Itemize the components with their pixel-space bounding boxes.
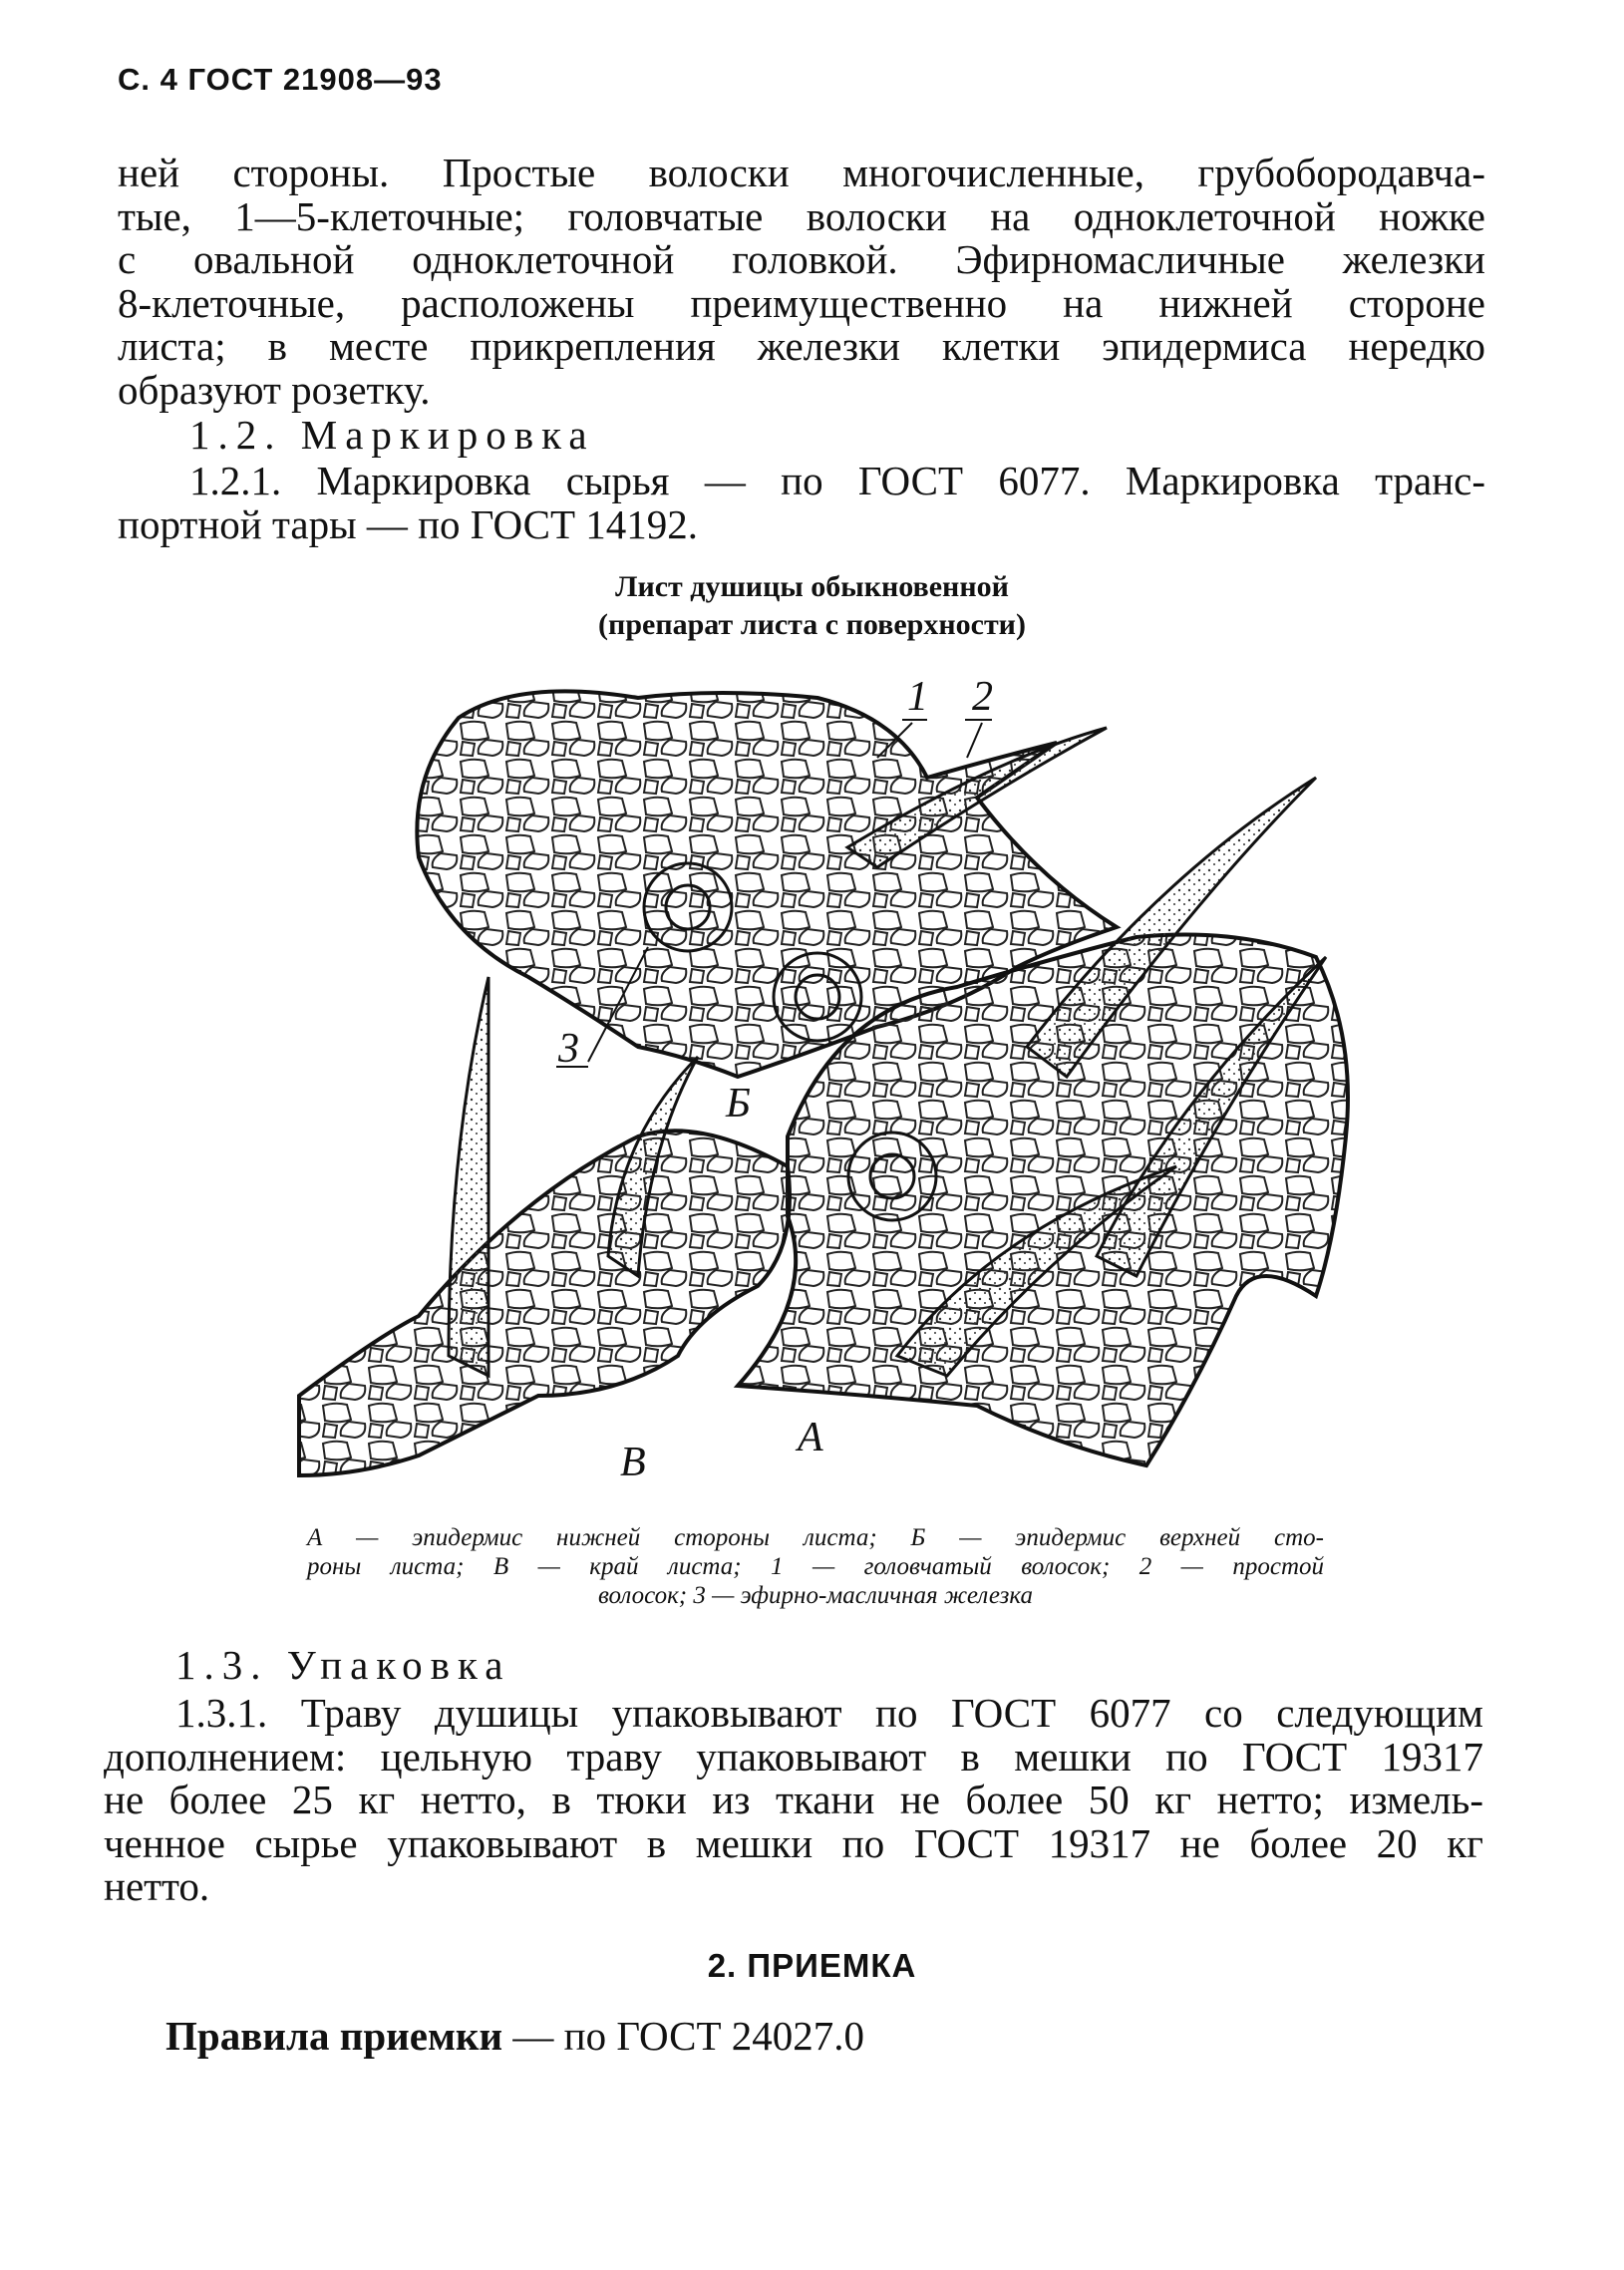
section-2-title: 2. ПРИЕМКА: [707, 1947, 917, 1984]
label-V: В: [620, 1440, 646, 1485]
legend-line: А — эпидермис нижней стороны листа; Б — эпидермис верхней сто-: [307, 1524, 1324, 1551]
figure-legend: [307, 1523, 1324, 1610]
section-1-3-1: [104, 1692, 1483, 1909]
text-line: ней стороны. Простые волоски многочисленные, грубобородавча-: [118, 150, 1485, 195]
text-line: портной тары — по ГОСТ 14192.: [118, 500, 698, 547]
label-2: 2: [972, 674, 993, 720]
text-line: 1.2.1. Маркировка сырья — по ГОСТ 6077. Маркировка транс-: [189, 458, 1485, 503]
leaf-edge-fragment: [299, 1131, 790, 1475]
text-line: образуют розетку.: [118, 366, 431, 413]
label-B-upper: Б: [726, 1081, 751, 1127]
figure-title-line-2: (препарат листа с поверхности): [598, 608, 1026, 641]
section-1-3-heading: [175, 1644, 1471, 1688]
text-line: тые, 1—5-клеточные; головчатые волоски на одноклеточной ножке: [118, 192, 1485, 239]
text-line: с овальной одноклеточной головкой. Эфирномасличные железки: [118, 236, 1485, 282]
legend-line: волосок; 3 — эфирно-масличная железка: [598, 1582, 1033, 1609]
text-line: ченное сырье упаковывают в мешки по ГОСТ 19317 не более 20 кг: [104, 1819, 1483, 1866]
heading-text: 1.3. Упаковка: [175, 1642, 511, 1688]
legend-line: роны листа; В — край листа; 1 — головчатый волосок; 2 — простой: [307, 1553, 1324, 1580]
text-line: не более 25 кг нетто, в тюки из ткани не более 50 кг нетто; измель-: [104, 1777, 1483, 1822]
label-1: 1: [907, 674, 928, 720]
heading-text: 1.2. Маркировка: [189, 412, 595, 458]
acceptance-rules-ref: — по ГОСТ 24027.0: [502, 2013, 865, 2059]
label-A: А: [798, 1415, 823, 1460]
figure-title-line-1: Лист душицы обыкновенной: [615, 570, 1009, 603]
text-line: 8-клеточные, расположены преимущественно на нижней стороне: [118, 279, 1485, 326]
text-line: дополнением: цельную траву упаковывают в мешки по ГОСТ 19317: [104, 1733, 1483, 1780]
page-header: С. 4 ГОСТ 21908—93: [118, 62, 443, 97]
text-line: нетто.: [104, 1863, 210, 1909]
acceptance-rules-label: Правила приемки: [165, 2013, 503, 2059]
simple-hair: [449, 977, 488, 1376]
text-line: листа; в месте прикрепления железки клетки эпидермиса нередко: [118, 323, 1485, 369]
text-line: 1.3.1. Траву душицы упаковывают по ГОСТ 6077 со следующим: [175, 1690, 1483, 1736]
acceptance-rules: [165, 2012, 864, 2060]
label-3: 3: [558, 1026, 579, 1072]
